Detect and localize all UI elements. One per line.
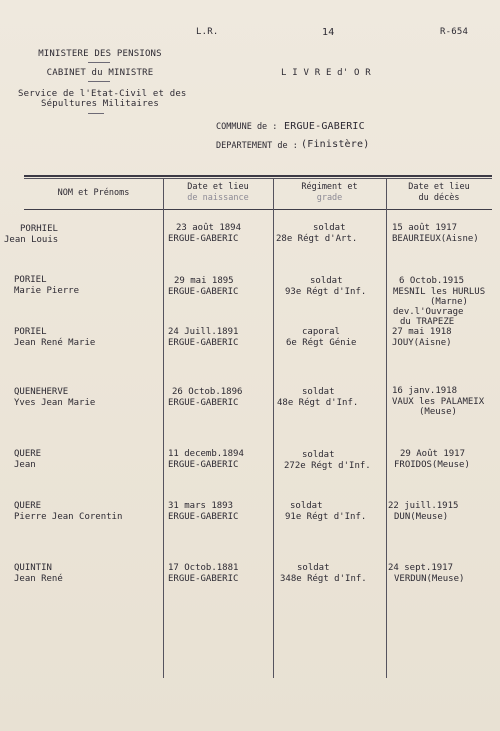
department-value: (Finistère) <box>301 139 370 150</box>
row-2-death-date: 6 Octob.1915 <box>399 276 465 286</box>
column-divider <box>273 178 274 678</box>
row-3-surname: PORIEL <box>14 327 47 337</box>
row-1-death-place: BEAURIEUX(Aisne) <box>392 234 479 244</box>
column-header-regiment-2: grade <box>316 193 343 203</box>
row-2-rank: soldat <box>310 276 343 286</box>
row-3-death-date: 27 mai 1918 <box>392 327 452 337</box>
row-7-death-date: 24 sept.1917 <box>388 563 454 573</box>
row-6-surname: QUERE <box>14 501 42 511</box>
row-4-death-date: 16 janv.1918 <box>392 386 458 396</box>
ministry-title: MINISTERE DES PENSIONS <box>38 49 162 59</box>
column-divider <box>163 178 164 678</box>
divider <box>88 62 110 63</box>
row-3-birth-place: ERGUE-GABERIC <box>168 338 239 348</box>
row-4-given-names: Yves Jean Marie <box>14 398 96 408</box>
row-6-death-place: DUN(Meuse) <box>394 512 449 522</box>
row-4-surname: QUENEHERVE <box>14 387 69 397</box>
row-2-death-note: dev.l'Ouvrage <box>393 307 464 317</box>
row-5-birth-date: 11 decemb.1894 <box>168 449 244 459</box>
header-bottom-rule <box>24 209 492 210</box>
row-6-birth-date: 31 mars 1893 <box>168 501 234 511</box>
row-6-given-names: Pierre Jean Corentin <box>14 512 123 522</box>
row-7-death-place: VERDUN(Meuse) <box>394 574 465 584</box>
row-1-birth-date: 23 août 1894 <box>176 223 242 233</box>
row-4-death-place: VAUX les PALAMEIX <box>392 397 485 407</box>
row-5-given-names: Jean <box>14 460 36 470</box>
row-7-regiment: 348e Régt d'Inf. <box>280 574 367 584</box>
row-5-death-place: FROIDOS(Meuse) <box>394 460 470 470</box>
row-3-regiment: 6e Régt Génie <box>286 338 357 348</box>
row-1-death-date: 15 août 1917 <box>392 223 458 233</box>
row-5-death-date: 29 Août 1917 <box>400 449 466 459</box>
row-4-birth-date: 26 Octob.1896 <box>172 387 243 397</box>
row-2-birth-place: ERGUE-GABERIC <box>168 287 239 297</box>
lr-code: L.R. <box>196 27 219 37</box>
column-divider <box>386 178 387 678</box>
row-7-given-names: Jean René <box>14 574 63 584</box>
divider <box>88 81 110 82</box>
book-title: L I V R E d' O R <box>281 68 371 78</box>
row-1-rank: soldat <box>313 223 346 233</box>
row-6-birth-place: ERGUE-GABERIC <box>168 512 239 522</box>
column-header-name: NOM et Prénoms <box>57 188 130 198</box>
commune-label: COMMUNE de : <box>216 122 278 132</box>
reference-number: R-654 <box>440 27 469 37</box>
column-header-death-1: Date et lieu <box>408 182 470 192</box>
row-2-given-names: Marie Pierre <box>14 286 80 296</box>
service-line-2: Sépultures Militaires <box>41 99 159 109</box>
row-2-regiment: 93e Régt d'Inf. <box>285 287 367 297</box>
column-header-death-2: du décès <box>418 193 460 203</box>
row-7-rank: soldat <box>297 563 330 573</box>
row-3-death-place: JOUY(Aisne) <box>392 338 452 348</box>
row-3-given-names: Jean René Marie <box>14 338 96 348</box>
row-4-regiment: 48e Régt d'Inf. <box>277 398 359 408</box>
page-number: 14 <box>322 27 335 38</box>
row-4-death-region: (Meuse) <box>419 407 457 417</box>
row-1-regiment: 28e Régt d'Art. <box>276 234 358 244</box>
row-5-rank: soldat <box>302 450 335 460</box>
row-5-regiment: 272e Régt d'Inf. <box>284 461 371 471</box>
row-4-birth-place: ERGUE-GABERIC <box>168 398 239 408</box>
department-label: DEPARTEMENT de : <box>216 141 298 151</box>
column-header-birth-2: de naissance <box>187 193 249 203</box>
divider <box>88 113 104 114</box>
table-top-rule <box>24 175 492 177</box>
cabinet-title: CABINET du MINISTRE <box>46 68 154 78</box>
row-2-birth-date: 29 mai 1895 <box>174 276 234 286</box>
column-header-regiment-1: Régiment et <box>301 182 358 192</box>
row-4-rank: soldat <box>302 387 335 397</box>
row-6-regiment: 91e Régt d'Inf. <box>285 512 367 522</box>
row-6-rank: soldat <box>290 501 323 511</box>
row-7-birth-date: 17 Octob.1881 <box>168 563 239 573</box>
service-line-1: Service de l'Etat-Civil et des <box>18 89 187 99</box>
column-header-birth-1: Date et lieu <box>187 182 249 192</box>
row-5-surname: QUERE <box>14 449 42 459</box>
row-2-surname: PORIEL <box>14 275 47 285</box>
row-5-birth-place: ERGUE-GABERIC <box>168 460 239 470</box>
row-7-surname: QUINTIN <box>14 563 52 573</box>
row-2-death-place: MESNIL les HURLUS <box>393 287 486 297</box>
row-6-death-date: 22 juill.1915 <box>388 501 459 511</box>
commune-value: ERGUE-GABERIC <box>284 121 365 132</box>
row-2-death-note-2: du TRAPEZE <box>400 317 455 327</box>
row-3-rank: caporal <box>302 327 340 337</box>
row-3-birth-date: 24 Juill.1891 <box>168 327 239 337</box>
row-2-death-region: (Marne) <box>430 297 468 307</box>
row-1-birth-place: ERGUE-GABERIC <box>168 234 239 244</box>
row-1-surname: PORHIEL <box>20 224 58 234</box>
table-top-rule-2 <box>24 178 492 179</box>
row-1-given-names: Jean Louis <box>4 235 59 245</box>
row-7-birth-place: ERGUE-GABERIC <box>168 574 239 584</box>
